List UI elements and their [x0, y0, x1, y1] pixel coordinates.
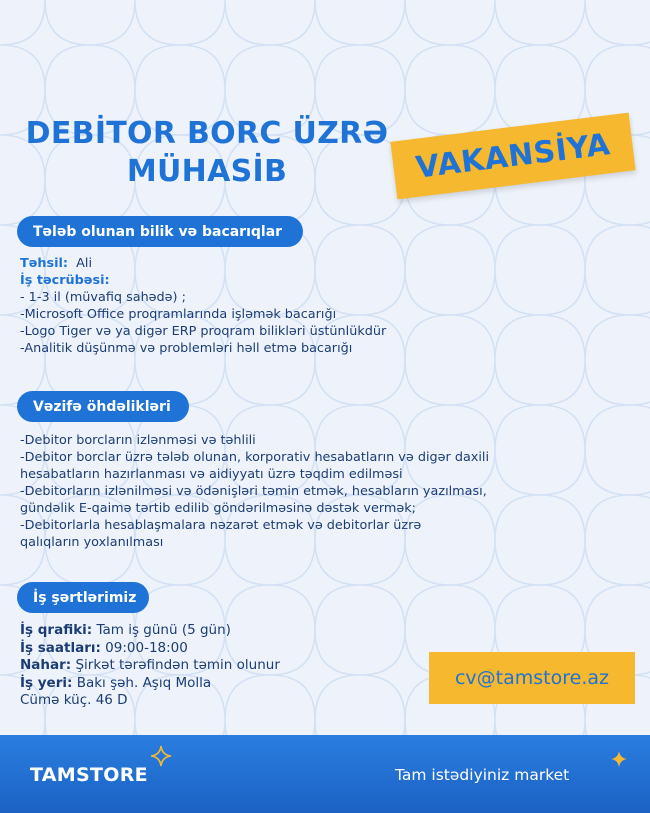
section-heading-conditions: İş şərtlərimiz: [17, 582, 149, 613]
conditions-list: [20, 622, 320, 710]
condition-line: İş qrafiki: Tam iş günü (5 gün): [20, 622, 231, 638]
requirement-line: İş təcrübəsi:: [20, 273, 110, 288]
job-title: [22, 115, 392, 191]
condition-line: İş yeri: Bakı şəh. Aşıq Molla: [20, 674, 212, 691]
job-title-line-1: DEBİTOR BORC ÜZRƏ: [25, 116, 389, 151]
job-title-line-2: MÜHASİB: [126, 154, 288, 189]
duty-line: hesabatların hazırlanması və aidiyyatı üzrə təqdim edilməsi: [20, 467, 403, 482]
requirement-line: -Logo Tiger və ya digər ERP proqram bilikləri üstünlükdür: [20, 324, 387, 339]
tagline: Tam istədiyiniz market: [395, 766, 570, 784]
brand-logo: TAMSTORE: [30, 764, 148, 786]
contact-email[interactable]: cv@tamstore.az: [429, 652, 635, 704]
duty-line: qalıqların yoxlanılması: [20, 535, 164, 550]
vacancy-badge: VAKANSİYA: [390, 113, 635, 200]
duty-line: -Debitor borclar üzrə tələb olunan, korporativ hesabatların və digər daxili: [20, 450, 490, 465]
section-heading-duties: Vəzifə öhdəlikləri: [17, 391, 189, 422]
duty-line: -Debitorlarla hesablaşmalara nəzarət etmək və debitorlar üzrə: [20, 518, 422, 533]
condition-line: Nahar: Şirkət tərəfindən təmin olunur: [20, 657, 280, 673]
requirement-line: -Microsoft Office proqramlarında işləmək bacarığı: [20, 307, 337, 322]
duties-list: [20, 432, 560, 551]
requirements-list: [20, 255, 440, 357]
duty-line: gündəlik E-qaimə tərtib edilib göndərilməsinə dəstək vermək;: [20, 501, 416, 516]
condition-line: Cümə küç. 46 D: [20, 692, 128, 708]
requirement-line: - 1-3 il (müvafiq sahədə) ;: [20, 290, 186, 305]
requirement-line: Təhsil: Ali: [20, 256, 93, 271]
duty-line: -Debitor borcların izlənməsi və təhlili: [20, 433, 256, 448]
requirement-line: -Analitik düşünmə və problemləri həll etmə bacarığı: [20, 341, 353, 356]
duty-line: -Debitorların izlənilməsi və ödənişləri təmin etmək, hesabların yazılması,: [20, 484, 487, 499]
sparkle-star-icon: [150, 745, 172, 767]
section-heading-requirements: Tələb olunan bilik və bacarıqlar: [17, 216, 303, 247]
condition-line: İş saatları: 09:00-18:00: [20, 639, 188, 656]
sparkle-star-icon-small: [611, 751, 627, 767]
footer-bar: [0, 735, 650, 813]
